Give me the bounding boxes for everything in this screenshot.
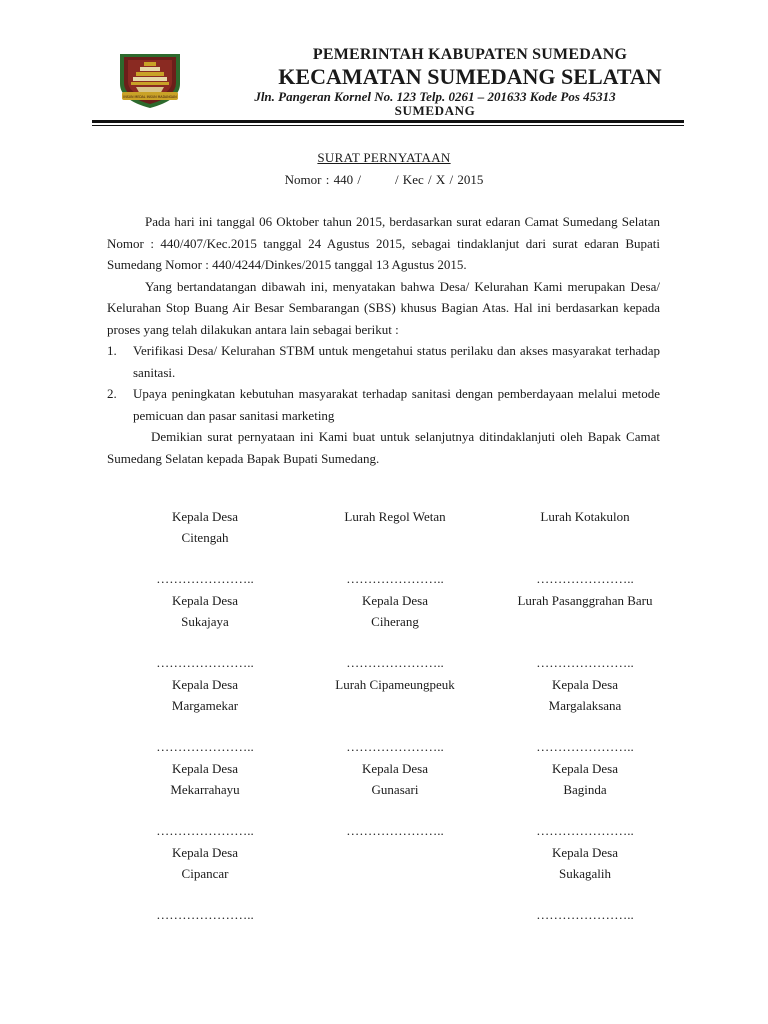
signatory-title: Kepala Desa bbox=[551, 677, 619, 692]
signature-line: ………………….. bbox=[156, 907, 254, 922]
signature-line: ………………….. bbox=[156, 655, 254, 670]
signature-block bbox=[490, 506, 680, 589]
district-name: KECAMATAN SUMEDANG SELATAN bbox=[278, 64, 662, 89]
signature-line: ………………….. bbox=[536, 655, 634, 670]
signature-block bbox=[110, 842, 300, 925]
signature-block bbox=[300, 506, 490, 589]
signatory-title: Kepala Desa bbox=[551, 761, 619, 776]
signatory-title: Kepala Desa bbox=[361, 761, 429, 776]
signatory-title: Kepala Desa bbox=[551, 845, 619, 860]
list-item-text: Verifikasi Desa/ Kelurahan STBM untuk mengetahui status perilaku dan akses masyarakat terhadap sanitasi. bbox=[133, 343, 660, 380]
paragraph-opening: Pada hari ini tanggal 06 Oktober tahun 2015, berdasarkan surat edaran Camat Sumedang Selatan Nomor : 440/407/Kec.2015 tanggal 24 Agustus 2015, sebagai tindaklanjut dari surat edaran Bupati Sumedang Nomor : 440/4244/Dinkes/2015 tanggal 13 Agustus 2015. bbox=[107, 214, 660, 272]
signatory-name bbox=[490, 527, 680, 548]
signatory-title: Lurah Regol Wetan bbox=[344, 509, 446, 524]
letterhead bbox=[0, 0, 768, 130]
list-item bbox=[107, 340, 660, 383]
signatory-name: Sukajaya bbox=[181, 614, 229, 629]
signature-line: ………………….. bbox=[346, 739, 444, 754]
signature-line: ………………….. bbox=[346, 571, 444, 586]
signature-block bbox=[110, 674, 300, 757]
signatory-name bbox=[490, 611, 680, 632]
signature-line: ………………….. bbox=[536, 571, 634, 586]
signatory-name: Sukagalih bbox=[559, 866, 611, 881]
document-number: Nomor : 440 / / Kec / X / 2015 bbox=[284, 172, 484, 187]
letterhead-divider bbox=[92, 120, 684, 123]
signatory-name: Ciherang bbox=[371, 614, 419, 629]
signature-line: ………………….. bbox=[156, 739, 254, 754]
signature-block bbox=[490, 590, 680, 673]
paragraph-statement: Yang bertandatangan dibawah ini, menyatakan bahwa Desa/ Kelurahan Kami merupakan Desa/ Kelurahan Stop Buang Air Besar Sembarangan (SBS) khusus Bagian Atas. Hal ini berdasarkan kepada proses yang telah dilakukan antara lain sebagai berikut : bbox=[107, 278, 660, 337]
signature-block bbox=[110, 758, 300, 841]
signatory-title: Lurah Kotakulon bbox=[540, 509, 630, 524]
office-address: Jln. Pangeran Kornel No. 123 Telp. 0261 – 201633 Kode Pos 45313 bbox=[254, 89, 616, 104]
process-list bbox=[107, 340, 660, 426]
signature-line: ………………….. bbox=[536, 907, 634, 922]
signature-block bbox=[110, 590, 300, 673]
letterhead-divider-thin bbox=[92, 125, 684, 126]
signature-block bbox=[110, 506, 300, 589]
signatory-title: Kepala Desa bbox=[171, 761, 239, 776]
signature-block bbox=[490, 674, 680, 757]
signature-line: ………………….. bbox=[536, 823, 634, 838]
signature-block bbox=[490, 842, 680, 925]
signatory-name bbox=[300, 695, 490, 716]
list-item-text: Upaya peningkatan kebutuhan masyarakat terhadap sanitasi dengan pemberdayaan melalui metode pemicuan dan pasar sanitasi marketing bbox=[133, 386, 660, 423]
paragraph-closing: Demikian surat pernyataan ini Kami buat untuk selanjutnya ditindaklanjuti oleh Bapak Camat Sumedang Selatan kepada Bapak Bupati Sumedang. bbox=[107, 429, 660, 466]
signatory-name: Cipancar bbox=[181, 866, 229, 881]
signatory-title: Kepala Desa bbox=[171, 593, 239, 608]
signature-line: ………………….. bbox=[156, 823, 254, 838]
signatory-name: Gunasari bbox=[371, 782, 419, 797]
office-city: SUMEDANG bbox=[394, 103, 476, 118]
emblem-motto: INSUN MEDAL INSUN MADANGAN bbox=[123, 95, 177, 99]
list-item bbox=[107, 383, 660, 426]
signatory-name: Citengah bbox=[181, 530, 229, 545]
signatory-name: Margalaksana bbox=[548, 698, 622, 713]
signature-block bbox=[300, 590, 490, 673]
signatory-name bbox=[300, 527, 490, 548]
signature-line: ………………….. bbox=[536, 739, 634, 754]
list-item-number: 2. bbox=[107, 386, 117, 401]
signature-line: ………………….. bbox=[346, 823, 444, 838]
signature-block bbox=[490, 758, 680, 841]
signatory-title: Lurah Pasanggrahan Baru bbox=[517, 593, 653, 608]
list-item-number: 1. bbox=[107, 343, 117, 358]
signature-block bbox=[300, 674, 490, 757]
signature-block bbox=[300, 758, 490, 841]
document-body bbox=[107, 211, 660, 469]
signatory-title: Kepala Desa bbox=[361, 593, 429, 608]
signatory-title: Kepala Desa bbox=[171, 845, 239, 860]
government-name: PEMERINTAH KABUPATEN SUMEDANG bbox=[312, 46, 628, 63]
document-title: SURAT PERNYATAAN bbox=[317, 150, 451, 165]
signatory-name: Baginda bbox=[563, 782, 607, 797]
signature-line: ………………….. bbox=[156, 571, 254, 586]
signatory-title: Kepala Desa bbox=[171, 677, 239, 692]
signatory-name: Mekarrahayu bbox=[170, 782, 240, 797]
regency-emblem-icon bbox=[116, 48, 184, 110]
signatory-title: Kepala Desa bbox=[171, 509, 239, 524]
signatory-name: Margamekar bbox=[171, 698, 239, 713]
signatory-title: Lurah Cipameungpeuk bbox=[335, 677, 455, 692]
signature-line: ………………….. bbox=[346, 655, 444, 670]
